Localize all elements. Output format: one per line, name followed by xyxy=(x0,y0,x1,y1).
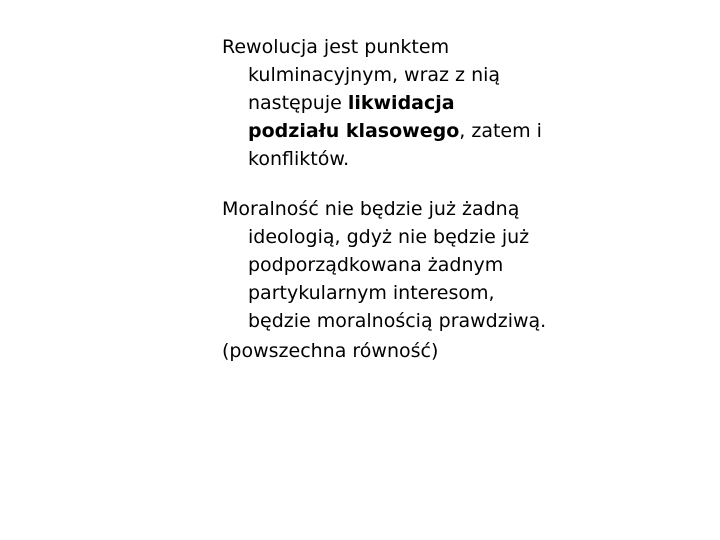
paragraph-revolution-end: , zatem i konfliktów. xyxy=(248,120,542,170)
emphasis-class-abolition: likwidacja podziału klasowego xyxy=(248,92,460,142)
paragraph-revolution-text: Rewolucja jest punktem kulminacyjnym, wraz z nią następuje xyxy=(222,36,501,114)
paragraph-equality: (powszechna równość) xyxy=(222,340,439,362)
paragraph-morality: Moralność nie będzie już żadną ideologią, gdyż nie będzie już podporządkowana żadnym partykularnym interesom, będzie moralnością prawdziwą. xyxy=(222,198,547,332)
slide-body xyxy=(222,33,552,365)
paragraph-revolution xyxy=(222,33,552,173)
